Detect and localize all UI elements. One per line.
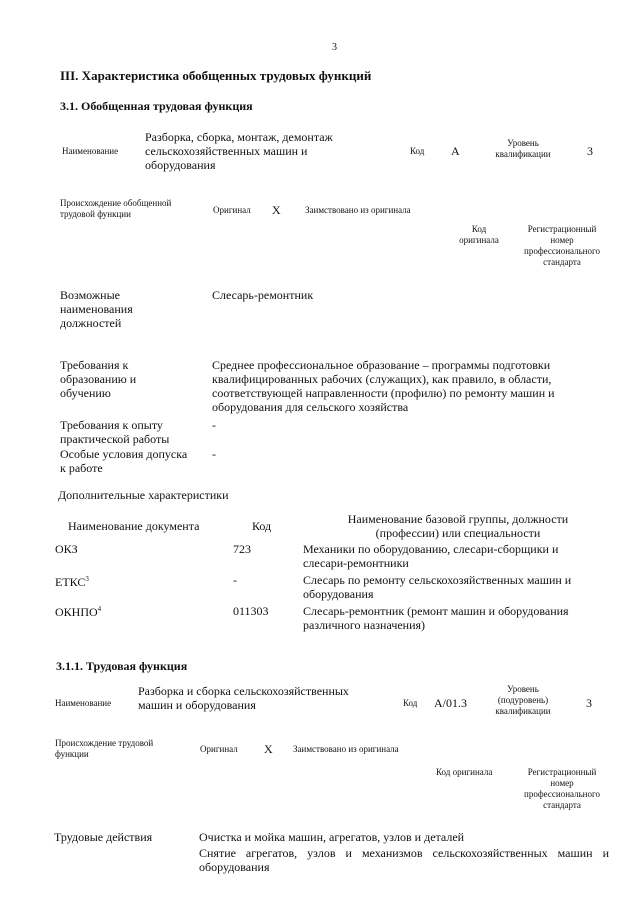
tf-actions-label: Трудовые действия xyxy=(54,830,153,844)
gtf-original-mark: X xyxy=(272,203,281,217)
gtf-special-value: - xyxy=(212,447,216,461)
tf-origin-label: Происхождение трудовой функции xyxy=(55,738,154,759)
gtf-borrowed-label: Заимствовано из оригинала xyxy=(305,205,411,215)
tf-code-label: Код xyxy=(403,698,418,708)
tf-code-value: А/01.3 xyxy=(434,696,467,710)
row-code: 723 xyxy=(233,542,251,556)
row-name: Механики по оборудованию, слесари-сборщики и слесари-ремонтники xyxy=(303,542,559,570)
gtf-original-label: Оригинал xyxy=(213,205,251,215)
tf-action-item: Снятие агрегатов, узлов и механизмов сельскохозяйственных машин и оборудования xyxy=(199,846,609,874)
additional-title: Дополнительные характеристики xyxy=(58,488,229,502)
row-name: Слесарь по ремонту сельскохозяйственных машин и оборудования xyxy=(303,573,572,601)
col-name-header: Наименование базовой группы, должности (профессии) или специальности xyxy=(347,512,569,540)
section-title: III. Характеристика обобщенных трудовых функций xyxy=(60,68,372,83)
gtf-code-value: А xyxy=(451,144,460,158)
col-doc-header: Наименование документа xyxy=(68,519,200,533)
gtf-level-label: Уровень квалификации xyxy=(495,138,551,159)
tf-original-mark: X xyxy=(264,742,273,756)
tf-heading: 3.1.1. Трудовая функция xyxy=(56,659,188,673)
gtf-name-value: Разборка, сборка, монтаж, демонтаж сельскохозяйственных машин и оборудования xyxy=(145,130,333,172)
page-number: 3 xyxy=(332,42,337,53)
tf-action-item: Очистка и мойка машин, агрегатов, узлов и деталей xyxy=(199,830,465,844)
tf-original-label: Оригинал xyxy=(200,744,238,754)
col-code-header: Код xyxy=(252,519,272,533)
gtf-education-value: Среднее профессиональное образование – программы подготовки квалифицированных рабочих (служащих), как правило, в области, соответствующей направленности (профилю) по ремонту машин и оборудования для сельского хозяйства xyxy=(212,358,555,414)
gtf-heading: 3.1. Обобщенная трудовая функция xyxy=(60,99,253,113)
row-code: 011303 xyxy=(233,604,269,618)
gtf-origin-label: Происхождение обобщенной трудовой функции xyxy=(60,198,172,219)
row-name: Слесарь-ремонтник (ремонт машин и оборудования различного назначения) xyxy=(303,604,569,632)
tf-name-label: Наименование xyxy=(55,698,112,708)
tf-level-value: 3 xyxy=(586,696,592,710)
tf-name-value: Разборка и сборка сельскохозяйственных машин и оборудования xyxy=(138,684,349,712)
gtf-education-label: Требования к образованию и обучению xyxy=(60,358,137,400)
gtf-positions-label: Возможные наименования должностей xyxy=(60,288,133,330)
row-doc: ОКЗ xyxy=(55,542,78,556)
gtf-code-label: Код xyxy=(410,146,425,156)
gtf-reg-number-label: Регистрационный номер профессионального стандарта xyxy=(524,224,600,267)
gtf-special-label: Особые условия допуска к работе xyxy=(60,447,188,475)
gtf-experience-label: Требования к опыту практической работы xyxy=(60,418,170,446)
row-code: - xyxy=(233,573,237,587)
gtf-experience-value: - xyxy=(212,418,216,432)
gtf-name-label: Наименование xyxy=(62,146,119,156)
gtf-positions-value: Слесарь-ремонтник xyxy=(212,288,314,302)
gtf-level-value: 3 xyxy=(587,144,593,158)
tf-borrowed-label: Заимствовано из оригинала xyxy=(293,744,399,754)
row-doc: ОКНПО$^4$ xyxy=(55,605,102,619)
gtf-code-original-label: Код оригинала xyxy=(459,224,499,245)
tf-code-original-label: Код оригинала xyxy=(436,767,493,777)
tf-reg-number-label: Регистрационный номер профессионального стандарта xyxy=(524,767,600,810)
tf-level-label: Уровень (подуровень) квалификации xyxy=(495,684,551,716)
row-doc: ЕТКС$^3$ xyxy=(55,575,89,589)
